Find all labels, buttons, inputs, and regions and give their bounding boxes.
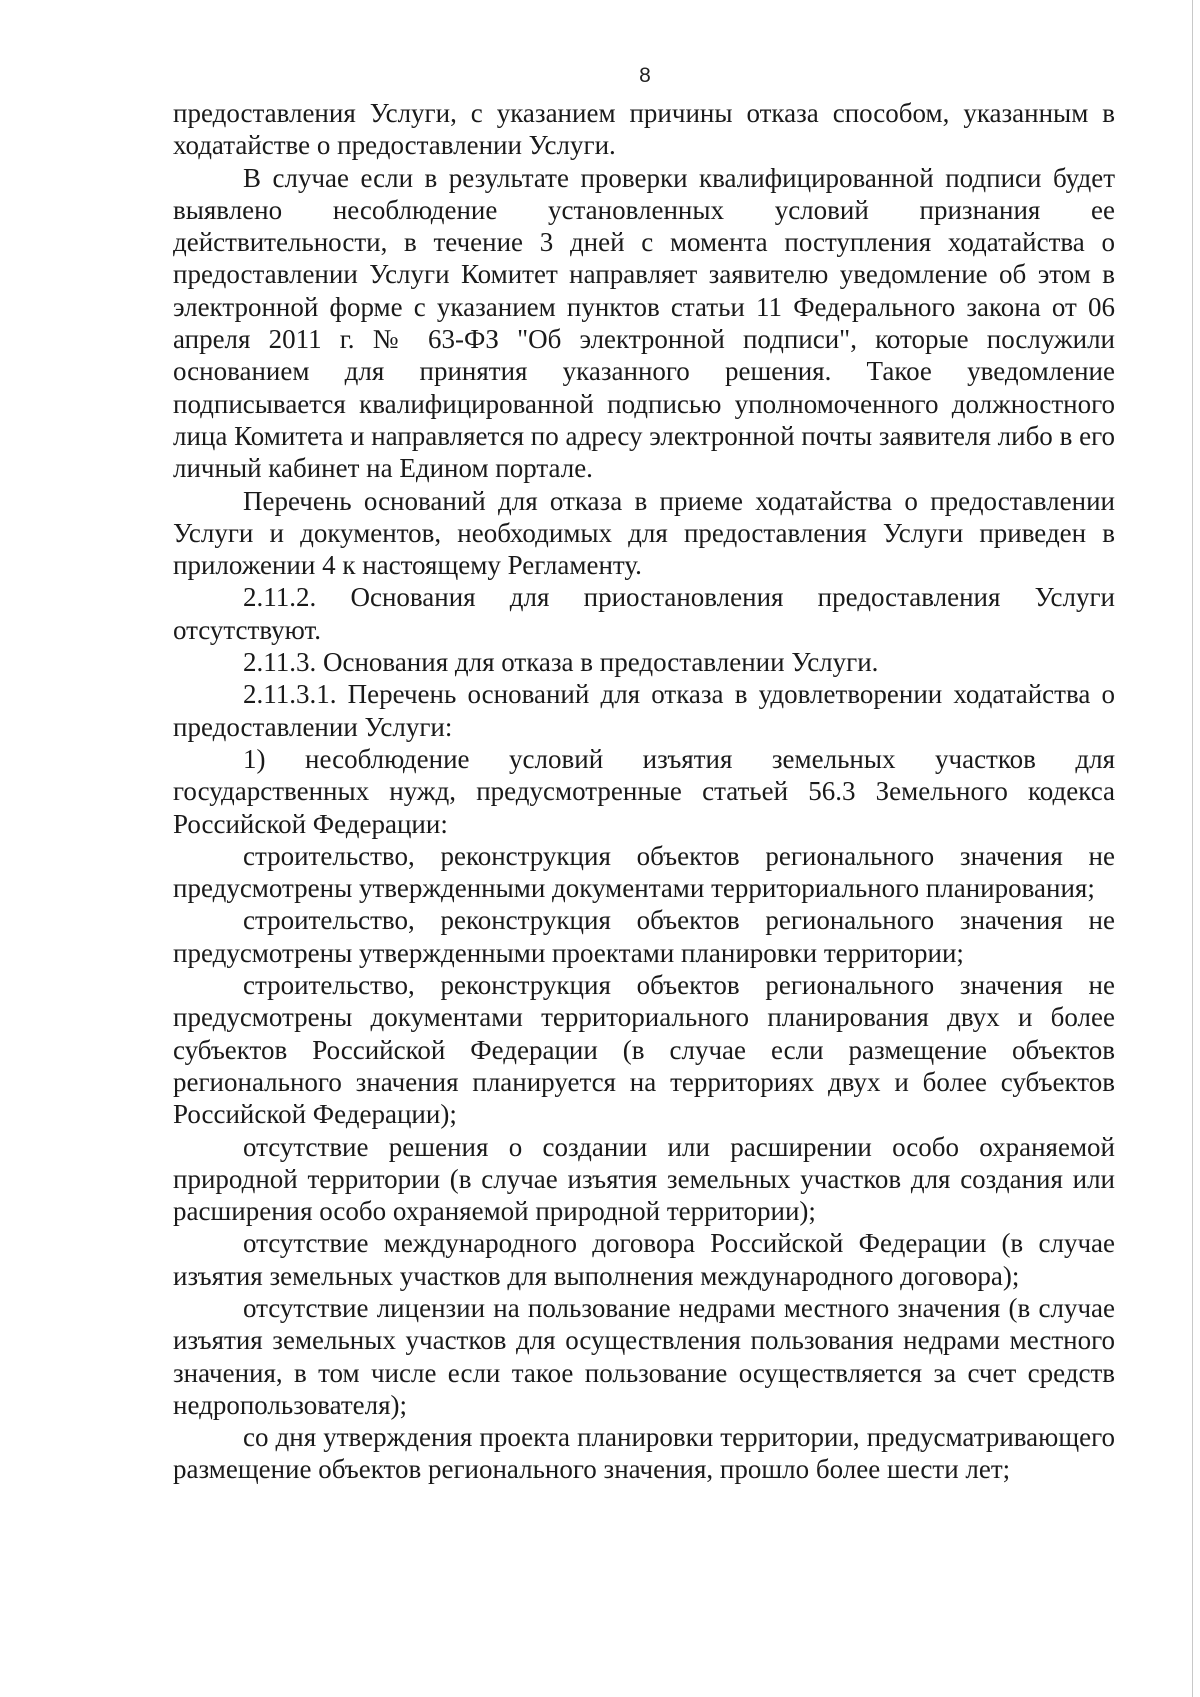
scan-edge-line [1192, 0, 1193, 1697]
document-body [173, 97, 1115, 1486]
paragraph-signature-check: В случае если в результате проверки квалифицированной подписи будет выявлено несоблюдение установленных условий признания ее действительности, в течение 3 дней с момента поступления ходатайства о предоставлении Услуги Комитет направляет заявителю уведомление об этом в электронной форме с указанием пунктов статьи 11 Федерального закона от 06 апреля 2011 г. № 63-ФЗ "Об электронной подписи", которые послужили основанием для принятия указанного решения. Такое уведомление подписывается квалифицированной подписью уполномоченного должностного лица Комитета и направляется по адресу электронной почты заявителя либо в его личный кабинет на Едином портале. [173, 162, 1115, 484]
paragraph-refusal-list-reference: Перечень оснований для отказа в приеме ходатайства о предоставлении Услуги и документов, необходимых для предоставления Услуги приведен в приложении 4 к настоящему Регламенту. [173, 485, 1115, 581]
paragraph-2-11-3: 2.11.3. Основания для отказа в предоставлении Услуги. [243, 647, 879, 678]
sub-item-international-treaty: отсутствие международного договора Российской Федерации (в случае изъятия земельных участков для выполнения международного договора); [173, 1228, 1115, 1291]
sub-item-protected-territory: отсутствие решения о создании или расширении особо охраняемой природной территории (в случае изъятия земельных участков для создания или расширения особо охраняемой природной территории); [173, 1131, 1115, 1227]
paragraph-2-11-2: 2.11.2. Основания для приостановления предоставления Услуги отсутствуют. [173, 582, 1115, 645]
sub-item-subsoil-license: отсутствие лицензии на пользование недрами местного значения (в случае изъятия земельных участков для осуществления пользования недрами местного значения, в том числе если такое пользование осуществляется за счет средств недропользователя); [173, 1292, 1115, 1420]
sub-item-six-years: со дня утверждения проекта планировки территории, предусматривающего размещение объектов регионального значения, прошло более шести лет; [173, 1422, 1115, 1485]
paragraph-continuation: предоставления Услуги, с указанием причины отказа способом, указанным в ходатайстве о предоставлении Услуги. [173, 98, 1115, 161]
sub-item-planning-projects: строительство, реконструкция объектов регионального значения не предусмотрены утвержденными проектами планировки территории; [173, 905, 1115, 968]
list-item-1: 1) несоблюдение условий изъятия земельных участков для государственных нужд, предусмотренные статьей 56.3 Земельного кодекса Российской Федерации: [173, 743, 1115, 839]
page-number: 8 [639, 64, 651, 87]
sub-item-two-subjects: строительство, реконструкция объектов регионального значения не предусмотрены документами территориального планирования двух и более субъектов Российской Федерации (в случае если размещение объектов регионального значения планируется на территориях двух и более субъектов Российской Федерации); [173, 970, 1115, 1130]
paragraph-2-11-3-1: 2.11.3.1. Перечень оснований для отказа в удовлетворении ходатайства о предоставлении Услуги: [173, 679, 1115, 742]
sub-item-territorial-planning: строительство, реконструкция объектов регионального значения не предусмотрены утвержденными документами территориального планирования; [173, 840, 1115, 904]
